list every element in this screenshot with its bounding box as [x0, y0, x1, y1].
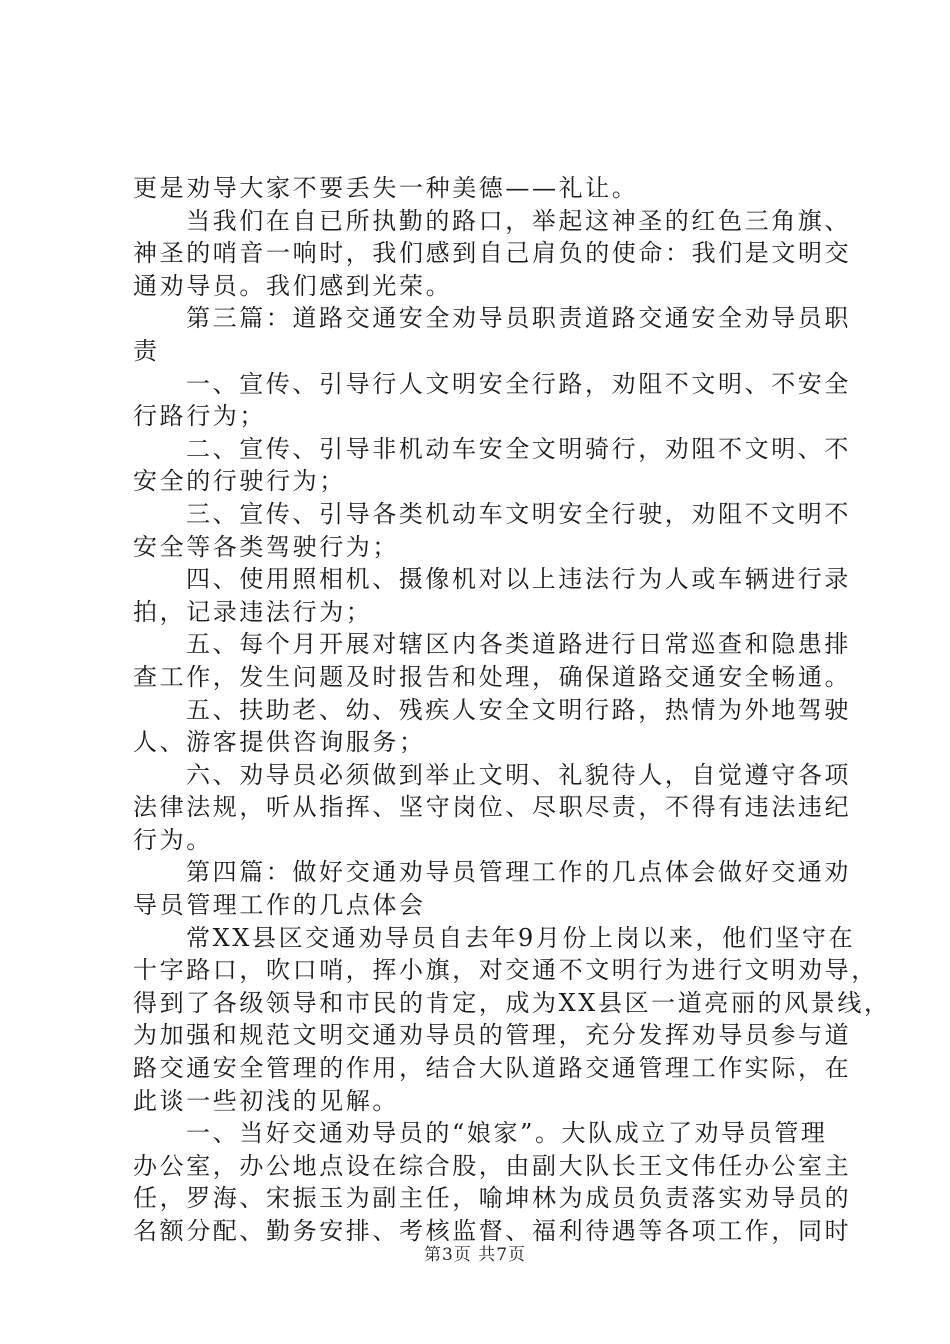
- text-line: 六、劝导员必须做到举止文明、礼貌待人，自觉遵守各项: [186, 760, 851, 789]
- text-line: 安全的行驶行为；: [133, 467, 346, 496]
- text-line: 为加强和规范文明交通劝导员的管理，充分发挥劝导员参与道: [133, 1021, 852, 1050]
- text-line: 查工作，发生问题及时报告和处理，确保道路交通安全畅通。: [133, 662, 852, 691]
- text-line: 人、游客提供咨询服务；: [133, 728, 426, 757]
- text-line: 五、每个月开展对辖区内各类道路进行日常巡查和隐患排: [186, 630, 851, 659]
- document-body: [133, 172, 891, 1248]
- text-line: 当我们在自已所执勤的路口，举起这神圣的红色三角旗、: [186, 206, 851, 235]
- text-line: 任，罗海、宋振玉为副主任，喻坤林为成员负责落实劝导员的: [133, 1184, 852, 1213]
- text-line: 责: [133, 336, 160, 365]
- text-line: 四、使用照相机、摄像机对以上违法行为人或车辆进行录: [186, 565, 851, 594]
- text-line: 名额分配、勤务安排、考核监督、福利待遇等各项工作，同时: [133, 1217, 852, 1245]
- text-line: 十字路口，吹口哨，挥小旗，对交通不文明行为进行文明劝导，: [133, 956, 878, 985]
- text-line: 得到了各级领导和市民的肯定，成为XX县区一道亮丽的风景线，: [133, 988, 891, 1017]
- text-line: 一、宣传、引导行人文明安全行路，劝阻不文明、不安全: [186, 369, 851, 398]
- text-line: 第四篇：做好交通劝导员管理工作的几点体会做好交通劝: [186, 858, 851, 887]
- text-line: 导员管理工作的几点体会: [133, 891, 426, 920]
- text-line: 五、扶助老、幼、残疾人安全文明行路，热情为外地驾驶: [186, 695, 851, 724]
- text-line: 此谈一些初浅的见解。: [133, 1086, 399, 1115]
- text-line: 常XX县区交通劝导员自去年9月份上岗以来，他们坚守在: [186, 923, 856, 952]
- text-line: 更是劝导大家不要丢失一种美德——礼让。: [133, 174, 639, 202]
- text-line: 路交通安全管理的作用，结合大队道路交通管理工作实际，在: [133, 1054, 852, 1083]
- text-line: 办公室，办公地点设在综合股，由副大队长王文伟任办公室主: [133, 1151, 852, 1180]
- page-footer: 第3页 共7页: [423, 1245, 527, 1265]
- text-line: 法律法规，听从指挥、坚守岗位、尽职尽责，不得有违法违纪: [133, 793, 852, 822]
- text-line: 二、宣传、引导非机动车安全文明骑行，劝阻不文明、不: [186, 434, 851, 463]
- text-line: 一、当好交通劝导员的“娘家”。大队成立了劝导员管理: [186, 1119, 828, 1148]
- text-line: 安全等各类驾驶行为；: [133, 532, 399, 561]
- text-line: 通劝导员。我们感到光荣。: [133, 271, 453, 300]
- text-line: 第三篇：道路交通安全劝导员职责道路交通安全劝导员职: [186, 304, 851, 333]
- text-line: 神圣的哨音一响时，我们感到自己肩负的使命：我们是文明交: [133, 239, 852, 268]
- text-line: 行路行为；: [133, 402, 266, 431]
- text-line: 三、宣传、引导各类机动车文明安全行驶，劝阻不文明不: [186, 499, 851, 528]
- text-line: 行为。: [133, 825, 213, 854]
- text-line: 拍，记录违法行为；: [133, 597, 373, 626]
